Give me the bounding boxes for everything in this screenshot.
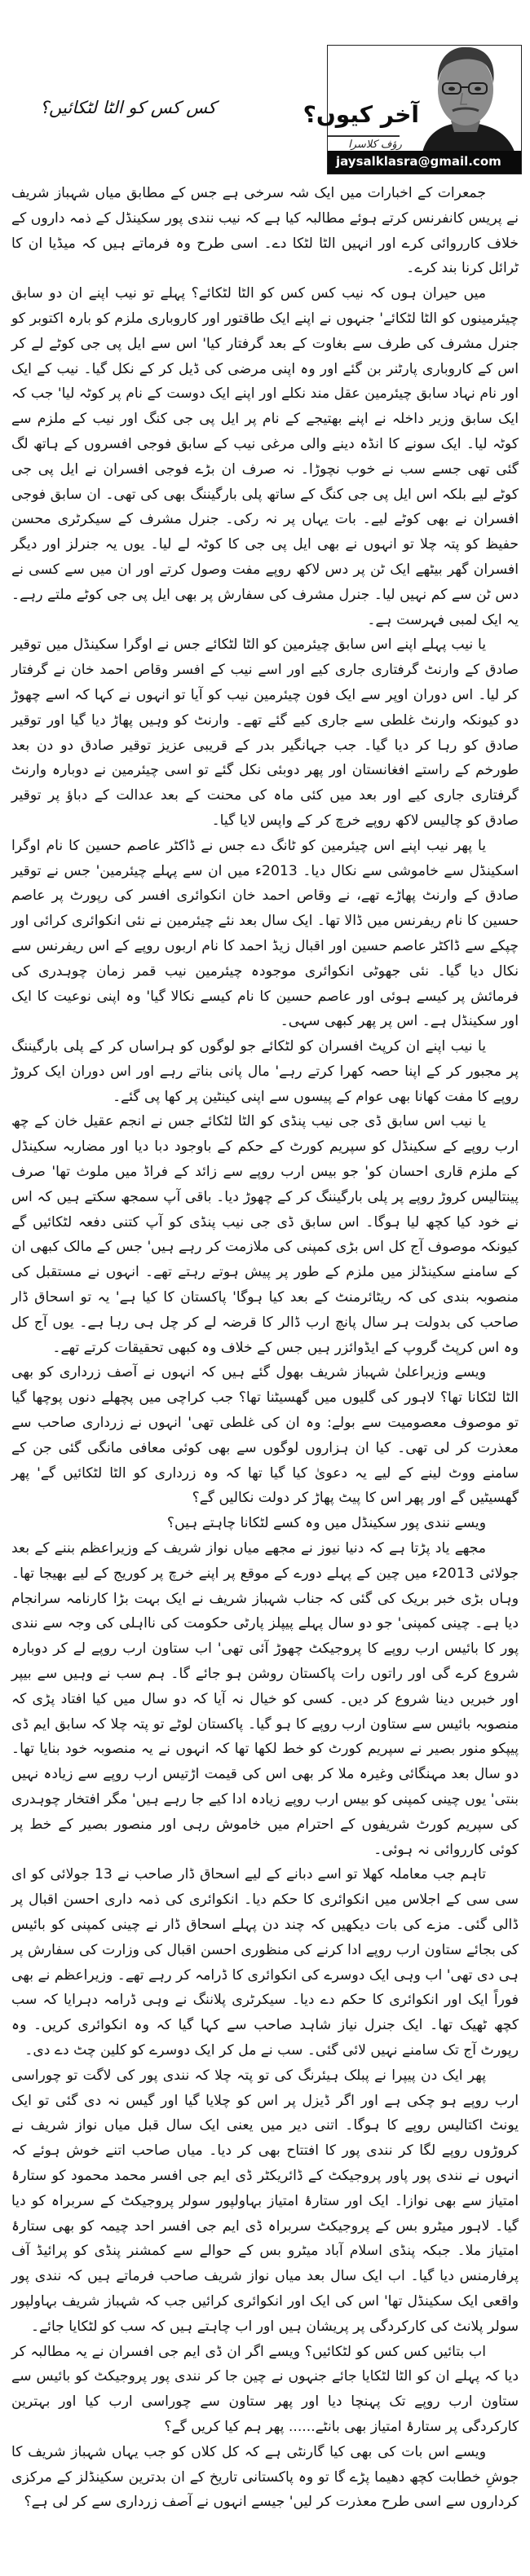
bottom-whitespace bbox=[11, 2515, 519, 2576]
column-logo bbox=[303, 45, 522, 174]
article-body bbox=[11, 181, 519, 2576]
paragraph: ویسے نندی پور سکینڈل میں وہ کسے لٹکانا چاہتے ہیں؟ bbox=[166, 1515, 486, 1532]
paragraph: ویسے اس بات کی بھی کیا گارنٹی ہے کہ کل کلاں کو جب یہاں شہباز شریف کا جوشِ خطابت کچھ دھیما پڑے گا تو وہ پاکستانی تاریخ کے ان بدترین سکینڈلز کے مرکزی کرداروں سے اسی طرح معذرت کر لیں' جیسے انہوں نے آصف زرداری سے کر لی ہے؟ bbox=[11, 2443, 519, 2511]
paragraph: یا نیب اس سابق ڈی جی نیب پنڈی کو الٹا لٹکائے جس نے انجم عقیل خان کے چھ ارب روپے کے سکینڈل کو سپریم کورٹ کے حکم کے باوجود دبا دیا اور مضاربہ سکینڈل کے ملزم قاری احسان کو' جو بیس ارب روپے سے زائد کے فراڈ میں ملوث تھا' صرف پینتالیس کروڑ روپے پر پلی بارگیننگ کر کے چھوڑ دیا۔ باقی آپ سمجھ سکتے ہیں کہ اس نے خود کیا کچھ لیا ہوگا۔ اس سابق ڈی جی نیب پنڈی کو آپ کتنی دفعہ لٹکائیں گے کیونکہ موصوف آج کل اس بڑی کمپنی کی ملازمت کر رہے ہیں' جس کے مالک کبھی ان کے سامنے سکینڈلز میں ملزم کے طور پر پیش ہوتے رہتے تھے۔ انہوں نے مستقبل کی منصوبہ بندی کی کہ ریٹائرمنٹ کے بعد کیا ہوگا' پاکستان کا کیا ہے' یہ تو اسحاق ڈار صاحب کی بدولت ہر سال پانچ ارب ڈالر کا قرضہ لے کر چل ہی رہا ہے۔ یوں آج کل وہ اس کرپٹ گروپ کے ایڈوائزر ہیں جس کے خلاف وہ کبھی تحقیقات کرتے تھے۔ bbox=[11, 1113, 519, 1356]
paragraph: میں حیران ہوں کہ نیب کس کس کو الٹا لٹکائے؟ پہلے تو نیب اپنے ان دو سابق چیئرمینوں کو الٹا لٹکائے' جنہوں نے اپنے ایک طاقتور اور کاروباری ملزم کو بارہ اکتوبر کو جنرل مشرف کی طرف سے بغاوت کے بعد گرفتار کیا' اس سے ایل پی جی کوٹے لے کر اس کے کاروباری پارٹنر بن گئے اور وہ اپنی مرضی کی ڈیل کر کے نکل گیا۔ نیب کے ایک اور نام نہاد سابق چیئرمین عقل مند نکلے اور اپنے ایک دوست کے نام پر کوٹہ لیا' جب کہ ایک سابق وزیر داخلہ نے اپنے بھتیجے کے نام پر ایل پی جی کنگ اور نیب کے ملزم سے کوٹہ لیا۔ ایک سونے کا انڈہ دینے والی مرغی نیب کے سابق فوجی افسروں کے ہاتھ لگ گئی تھی جسے سب نے خوب نچوڑا۔ نہ صرف ان بڑے فوجی افسران نے ایل پی جی کوٹے لیے بلکہ اس ایل پی جی کنگ کے ساتھ پلی بارگیننگ بھی کی تھی۔ ان سابق فوجی افسران نے بھی کوٹے لیے۔ بات یہاں پر نہ رکی۔ جنرل مشرف کے سیکرٹری محسن حفیظ کو پتہ چلا تو انہوں نے بھی ایل پی جی کا کوٹہ لے لیا۔ یوں یہ جنرلز اور دیگر افسران گھر بیٹھے ایک ٹن پر دس لاکھ روپے مفت وصول کرتے اور ان میں سے کسی نے دس ٹن سے کم نہیں لیا۔ جنرل مشرف کی سفارش پر بھی ایل پی جی کوٹے ملتے رہے۔ یہ ایک لمبی فہرست ہے۔ bbox=[11, 285, 519, 628]
column-header bbox=[0, 0, 530, 181]
author-name: رؤف کلاسرا bbox=[348, 139, 402, 151]
paragraph: اب بتائیں کس کس کو لٹکائیں؟ ویسے اگر ان ڈی ایم جی افسران نے یہ مطالبہ کر دیا کہ پہلے ان کو الٹا لٹکایا جائے جنہوں نے چین جا کر نندی پور پروجیکٹ کو بائیس سے ستاون ارب روپے تک پہنچا دیا اور پھر ستاون سے چوراسی ارب کیا اور بہترین کارکردگی پر ستارۂ امتیاز بھی بانٹے...... پھر ہم کیا کریں گے؟ bbox=[11, 2343, 519, 2435]
author-portrait-icon bbox=[413, 42, 518, 156]
paragraph: یا نیب پہلے اپنے اس سابق چیئرمین کو الٹا لٹکائے جس نے اوگرا سکینڈل میں توقیر صادق کے وارنٹ گرفتاری جاری کیے اور اسے نیب کے افسر وقاص احمد خان نے گرفتار کر لیا۔ اس دوران اوپر سے ایک فون چیئرمین نیب کو آیا تو انہوں نے کہا کہ اسے چھوڑ دو کیونکہ وارنٹ غلطی سے جاری کیے گئے تھے۔ وارنٹ کو وہیں پھاڑ دیا گیا اور توقیر صادق کو رہا کر دیا گیا۔ جب جہانگیر بدر کے قریبی عزیز توقیر صادق دو دن بعد طورخم کے راستے افغانستان اور پھر دوبئی نکل گئے تو اسی چیئرمین نے دوبارہ وارنٹ گرفتاری جاری کیے اور بعد میں کئی ماہ کی محنت کے بعد عدالت کے دباؤ پر توقیر صادق کو چالیس لاکھ روپے خرچ کر کے واپس لایا گیا۔ bbox=[11, 636, 519, 829]
column-name: آخر کیوں؟ bbox=[303, 101, 419, 128]
author-email[interactable]: jaysalklasra@gmail.com bbox=[336, 154, 501, 169]
paragraph: تاہم جب معاملہ کھلا تو اسے دبانے کے لیے اسحاق ڈار صاحب نے 13 جولائی کو ای سی سی کے اجلاس میں انکوائری کا حکم دیا۔ انکوائری کی ذمہ داری احسن اقبال پر ڈالی گئی۔ مزے کی بات دیکھیں کہ چند دن پہلے اسحاق ڈار نے چینی کمپنی کو بائیس کی بجائے ستاون ارب روپے ادا کرنے کی منظوری احسن اقبال کی وزارت کی سفارش پر ہی دی تھی' اب وہی ایک دوسرے کی انکوائری کا ڈرامہ کر رہے تھے۔ وزیراعظم نے بھی فوراً ایک اور انکوائری کا حکم دے دیا۔ سیکرٹری پلاننگ نے وہی ڈرامہ دہرایا کہ سب کچھ ٹھیک تھا۔ ایک جنرل نیاز شاہد صاحب سے کہا گیا کہ وہ انکوائری کریں۔ وہ رپورٹ آج تک سامنے نہیں لائی گئی۔ سب نے مل کر ایک دوسرے کو کلین چٹ دے دی۔ bbox=[11, 1866, 519, 2059]
paragraph: یا نیب اپنے ان کرپٹ افسران کو لٹکائے جو لوگوں کو ہراساں کر کے پلی بارگیننگ پر مجبور کر کے اپنا حصہ کھرا کرتے رہے' مال پانی بناتے رہے اور اس دوران ایک کروڑ روپے کا مفت کھانا بھی عوام کے پیسوں سے اپنی کینٹین پر کھا پی گئے۔ bbox=[11, 1038, 519, 1105]
paragraph: جمعرات کے اخبارات میں ایک شہ سرخی ہے جس کے مطابق میاں شہباز شریف نے پریس کانفرنس کرتے ہوئے مطالبہ کیا ہے کہ نیب نندی پور سکینڈل کے ذمہ داروں کے خلاف کارروائی کرے اور انہیں الٹا لٹکا دے۔ اسی طرح وہ فرماتے ہیں کہ میڈیا ان کا ٹرائل کرنا بند کرے۔ bbox=[11, 185, 519, 277]
article-headline: کس کس کو الٹا لٹکائیں؟ bbox=[39, 98, 216, 117]
email-bar bbox=[328, 151, 521, 174]
paragraph: مجھے یاد پڑتا ہے کہ دنیا نیوز نے مجھے میاں نواز شریف کے وزیراعظم بننے کے بعد جولائی 2013ء میں چین کے پہلے دورے کے موقع پر اپنے خرچ پر کوریج کے لیے بھیجا تھا۔ وہاں بڑی خبر بریک کی گئی کہ جناب شہباز شریف نے ایک بہت بڑا کارنامہ سرانجام دیا ہے۔ چینی کمپنی' جو دو سال پہلے پیپلز پارٹی حکومت کی نااہلی کی وجہ سے نندی پور کا بائیس ارب روپے کا پروجیکٹ چھوڑ آئی تھی' اب ستاون ارب روپے لے کر دوبارہ شروع کرے گی اور راتوں رات پاکستان روشن ہو جائے گا۔ ہم سب نے وہیں سے بیپر اور خبریں دینا شروع کر دیں۔ کسی کو خیال نہ آیا کہ دو سال میں کیا افتاد پڑی کہ منصوبہ بائیس سے ستاون ارب روپے کا ہو گیا۔ پاکستان لوٹے تو پتہ چلا کہ سابق ایم ڈی پیپکو منور بصیر نے سپریم کورٹ کو خط لکھا تھا کہ انہوں نے یہ منصوبہ خود بنایا تھا۔ دو سال بعد مہنگائی وغیرہ ملا کر بھی اس کی قیمت اڑتیس ارب روپے سے زیادہ نہیں بنتی' یوں چینی کمپنی کو بیس ارب روپے زیادہ ادا کیے جا رہے ہیں' مگر افتخار چوہدری کی سپریم کورٹ شریفوں کے احترام میں خاموش رہی اور منصور بصیر کے خط پر کوئی کارروائی نہ ہوئی۔ bbox=[11, 1540, 519, 1858]
paragraph: ویسے وزیراعلیٰ شہباز شریف بھول گئے ہیں کہ انہوں نے آصف زرداری کو بھی الٹا لٹکانا تھا؟ لاہور کی گلیوں میں گھسیٹنا تھا؟ جب کراچی میں پچھلے دنوں پوچھا گیا تو موصوف معصومیت سے بولے: وہ ان کی غلطی تھی' انہوں نے زرداری صاحب سے معذرت کر لی تھی۔ کیا ان ہزاروں لوگوں سے بھی کوئی معافی مانگی گئی جن کے سامنے ووٹ لینے کے لیے یہ دعویٰ کیا گیا تھا کہ وہ زرداری کو الٹا لٹکائیں گے' پھر گھسیٹیں گے اور پھر اس کا پیٹ پھاڑ کر دولت نکالیں گے؟ bbox=[11, 1364, 519, 1507]
logo-divider bbox=[328, 135, 400, 137]
paragraph: یا پھر نیب اپنے اس چیئرمین کو ٹانگ دے جس نے ڈاکٹر عاصم حسین کا نام اوگرا اسکینڈل سے خاموشی سے نکال دیا۔ 2013ء میں ان سے پہلے چیئرمین' جس نے توقیر صادق کے وارنٹ پھاڑے تھے، نے وقاص احمد خان انکوائری افسر کی رپورٹ پر عاصم حسین کا نام ریفرنس میں ڈالا تھا۔ ایک سال بعد نئے چیئرمین نے نئی انکوائری کرائی اور چپکے سے ڈاکٹر عاصم حسین اور اقبال زیڈ احمد کا نام اربوں روپے کے اس ریفرنس سے نکال دیا گیا۔ نئی جھوٹی انکوائری موجودہ چیئرمین نیب قمر زمان چوہدری کی فرمائش پر کیسے ہوئی اور عاصم حسین کا نام کیسے نکالا گیا' وہ اپنی نوعیت کا ایک اور سکینڈل ہے۔ اس پر پھر کبھی سہی۔ bbox=[11, 837, 519, 1030]
paragraph: پھر ایک دن پیپرا نے پبلک ہیئرنگ کی تو پتہ چلا کہ نندی پور کی لاگت تو چوراسی ارب روپے ہو چکی ہے اور اگر ڈیزل پر اس کو چلایا گیا اور گیس نہ دی گئی تو ایک یونٹ اکتالیس روپے کا ہوگا۔ اتنی دیر میں یعنی ایک سال قبل میاں نواز شریف نے کروڑوں روپے لگا کر نندی پور کا افتتاح بھی کر دیا۔ میاں صاحب اتنے خوش ہوئے کہ انہوں نے نندی پور پاور پروجیکٹ کے ڈائریکٹر ڈی ایم جی افسر محمد محمود کو ستارۂ امتیاز سے بھی نوازا۔ ایک اور ستارۂ امتیاز بہاولپور سولر پروجیکٹ کے سربراہ کو دیا گیا۔ لاہور میٹرو بس کے پروجیکٹ سربراہ ڈی ایم جی افسر احد چیمہ کو بھی ستارۂ امتیاز ملا۔ جبکہ پنڈی اسلام آباد میٹرو بس کے حوالے سے کمشنر پنڈی کو پرائیڈ آف پرفارمنس دیا گیا۔ اب ایک سال بعد میاں نواز شریف صاحب فرماتے ہیں کہ نندی پور واقعی ایک سکینڈل تھا' اس کی ایک اور انکوائری کرائیں جب کہ شہباز شریف بہاولپور سولر پلانٹ کی کارکردگی پر پریشان ہیں اور اب چاہتے ہیں کہ سب کو لٹکایا جائے۔ bbox=[11, 2067, 519, 2335]
